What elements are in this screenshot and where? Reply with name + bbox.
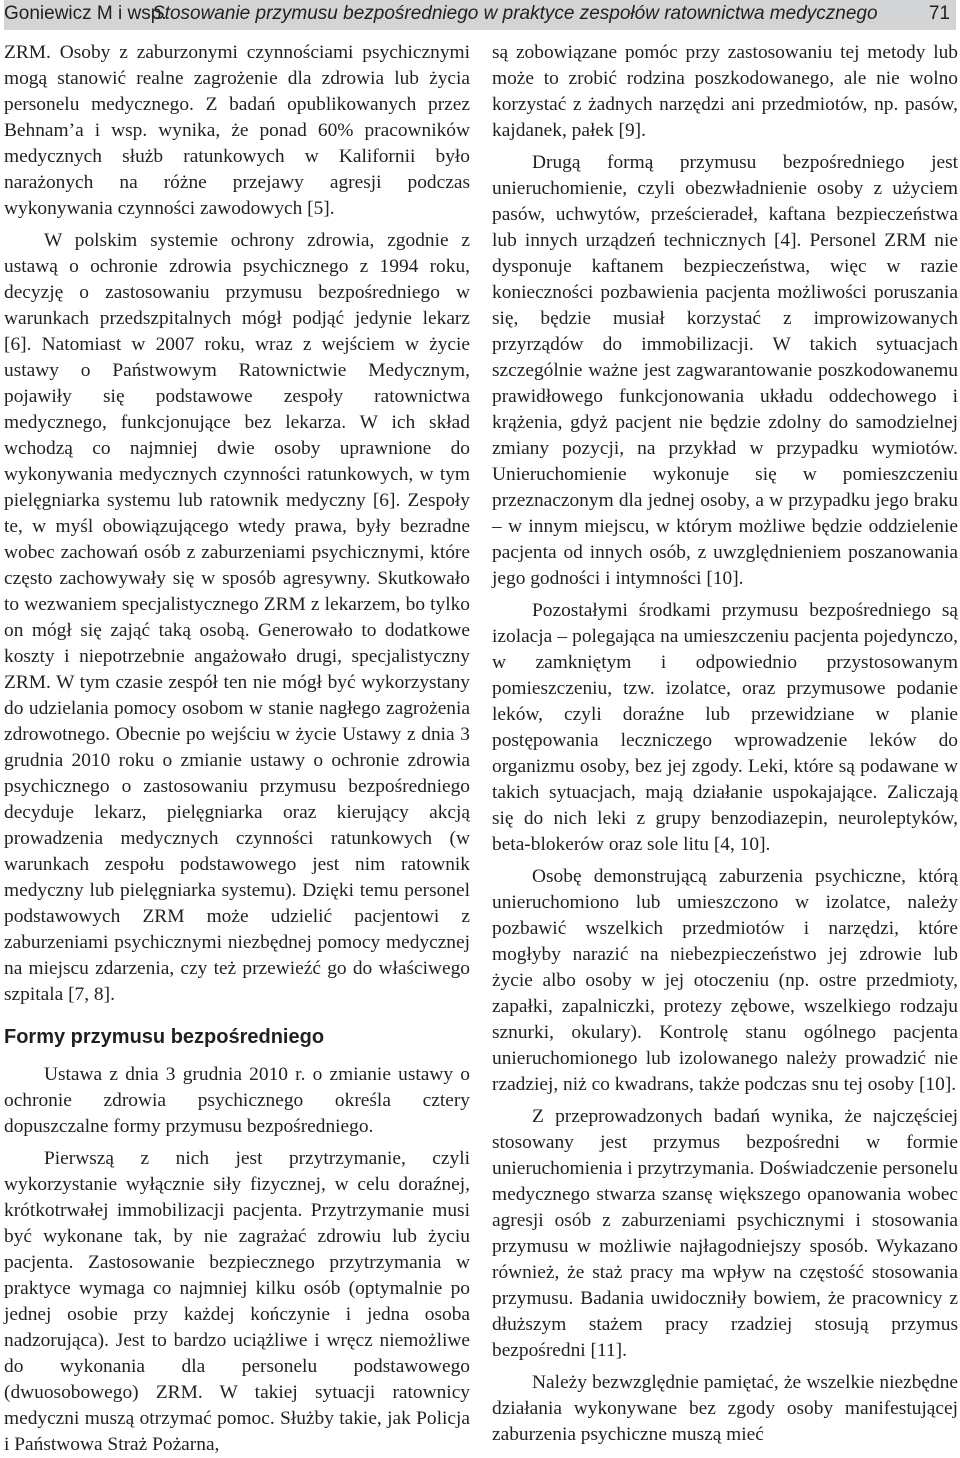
running-header [4, 0, 956, 30]
paragraph: Należy bezwzględnie pamiętać, że wszelkie niezbędne działania wykonywane bez zgody osoby manifestującej zaburzenia psychiczne muszą mieć [492, 1372, 958, 1445]
paragraph: W polskim systemie ochrony zdrowia, zgodnie z ustawą o ochronie zdrowia psychicznego z 1994 roku, decyzję o zastosowaniu przymusu bezpośredniego w warunkach przedszpitalnych mógł podjąć jedynie lekarz [6]. Natomiast w 2007 roku, wraz z wejściem w życie ustawy o Państwowym Ratownictwie Medycznym, pojawiły się podstawowe zespoły ratownictwa medycznego, funkcjonujące bez lekarza. W ich skład wchodzą co najmniej dwie osoby uprawnione do wykonywania medycznych czynności ratunkowych, w tym pielęgniarka systemu lub ratownik medyczny [6]. Zespoły te, w myśl obowiązującego wtedy prawa, były bezradne wobec zachowań osób z zaburzeniami psychicznymi, które często zachowywały się w sposób agresywny. Skutkowało to wezwaniem specjalistycznego ZRM z lekarzem, bo tylko on mógł się zająć taką osobą. Generowało to dodatkowe koszty i niepotrzebnie angażowało drugi, specjalistyczny ZRM. W tym czasie zespół ten nie mógł być wykorzystany do udzielania pomocy osobom w stanie nagłego zagrożenia zdrowotnego. Obecnie po wejściu w życie Ustawy z dnia 3 grudnia 2010 roku o zmianie ustawy o ochronie zdrowia psychicznego o zastosowaniu przymusu bezpośredniego decyduje lekarz, pielęgniarka oraz kierujący akcją prowadzenia medycznych czynności ratunkowych (w warunkach zespołu podstawowego jest nim ratownik medyczny lub pielęgniarka systemu). Dzięki temu personel podstawowych ZRM może udzielić pacjentowi z zaburzeniami psychicznymi niezbędnej pomocy medycznej na miejscu zdarzenia, czy też przewieźć go do właściwego szpitala [7, 8]. [4, 230, 470, 1005]
section-heading: Formy przymusu bezpośredniego [4, 1026, 325, 1048]
right-column [492, 40, 958, 1445]
header-article-title: Stosowanie przymusu bezpośredniego w praktyce zespołów ratownictwa medycznego [152, 3, 878, 24]
header-authors: Goniewicz M i wsp. [4, 3, 167, 24]
left-column [4, 40, 470, 1455]
paragraph: ZRM. Osoby z zaburzonymi czynnościami psychicznymi mogą stanowić realne zagrożenie dla zdrowia lub życia personelu medycznego. Z badań opublikowanych przez Behnam’a i wsp. wynika, że ponad 60% pracowników medycznych służb ratunkowych w Kalifornii było narażonych na różne przejawy agresji podczas wykonywania czynności zawodowych [5]. [4, 42, 470, 219]
paragraph: Ustawa z dnia 3 grudnia 2010 r. o zmianie ustawy o ochronie zdrowia psychicznego określa cztery dopuszczalne formy przymusu bezpośredniego. [4, 1064, 470, 1137]
paragraph: Osobę demonstrującą zaburzenia psychiczne, którą unieruchomiono lub umieszczono w izolatce, należy pozbawić wszelkich przedmiotów i narzędzi, które mogłyby narazić na niebezpieczeństwo jej zdrowie lub życie albo osoby w jej otoczeniu (np. ostre przedmioty, zapałki, zapalniczki, protezy zębowe, wszelkiego rodzaju sznurki, okulary). Kontrolę stanu ogólnego pacjenta unieruchomionego lub izolowanego należy prowadzić nie rzadziej, niż co kwadrans, także podczas snu tej osoby [10]. [492, 866, 958, 1095]
paragraph: Pozostałymi środkami przymusu bezpośredniego są izolacja – polegająca na umieszczeniu pacjenta pojedynczo, w zamkniętym i odpowiednio przystosowanym pomieszczeniu, tzw. izolatce, oraz przymusowe podanie leków, czyli doraźne lub przewidziane w planie postępowania leczniczego wprowadzenie leków do organizmu osoby, bez jej zgody. Leki, które są podawane w takich sytuacjach, mają działanie uspokajające. Zaliczają się do nich leki z grupy benzodiazepin, neuroleptyków, beta-blokerów oraz sole litu [4, 10]. [492, 600, 958, 855]
page-number: 71 [928, 3, 950, 24]
paragraph: Pierwszą z nich jest przytrzymanie, czyli wykorzystanie wyłącznie siły fizycznej, w celu doraźnej, krótkotrwałej immobilizacji pacjenta. Przytrzymanie musi być wykonane tak, by nie zagrażać zdrowiu lub życiu pacjenta. Zastosowanie bezpiecznego przytrzymania w praktyce wymaga co najmniej kilku osób (optymalnie po jednej osobie przy każdej kończynie i jedna osoba nadzorująca). Jest to bardzo uciążliwe i wręcz niemożliwe do wykonania dla personelu podstawowego (dwuosobowego) ZRM. W takiej sytuacji ratownicy medyczni muszą otrzymać pomoc. Służby takie, jak Policja i Państwowa Straż Pożarna, [4, 1148, 470, 1455]
paragraph: Drugą formą przymusu bezpośredniego jest unieruchomienie, czyli obezwładnienie osoby z użyciem pasów, uchwytów, prześcieradeł, kaftana bezpieczeństwa lub innych urządzeń technicznych [4]. Personel ZRM nie dysponuje kaftanem bezpieczeństwa, więc w razie konieczności pozbawienia pacjenta możliwości poruszania się, będzie musiał korzystać z improwizowanych przyrządów do immobilizacji. W takich sytuacjach szczególnie ważne jest zagwarantowanie poszkodowanemu prawidłowego funkcjonowania układu oddechowego i krążenia, gdyż pacjent nie będzie zdolny do samodzielnej zmiany pozycji, na przykład w przypadku wymiotów. Unieruchomienie wykonuje się w pomieszczeniu przeznaczonym dla jednej osoby, a w przypadku jego braku – w innym miejscu, w którym możliwe będzie oddzielenie pacjenta od innych osób, z uwzględnieniem poszanowania jego godności i intymności [10]. [492, 152, 958, 589]
paragraph: są zobowiązane pomóc przy zastosowaniu tej metody lub może to zrobić rodzina poszkodowanego, ale nie wolno korzystać z żadnych narzędzi ani przedmiotów, np. pasów, kajdanek, pałek [9]. [492, 42, 958, 141]
paragraph: Z przeprowadzonych badań wynika, że najczęściej stosowany jest przymus bezpośredni w formie unieruchomienia i przytrzymania. Doświadczenie personelu medycznego stwarza szansę większego opanowania wobec agresji osób z zaburzeniami psychicznymi i stosowania przymusu w możliwie najłagodniejszy sposób. Wykazano również, że staż pracy ma wpływ na częstość stosowania przymusu. Badania uwidoczniły bowiem, że pracownicy z dłuższym stażem pracy rzadziej stosują przymus bezpośredni [11]. [492, 1106, 958, 1361]
